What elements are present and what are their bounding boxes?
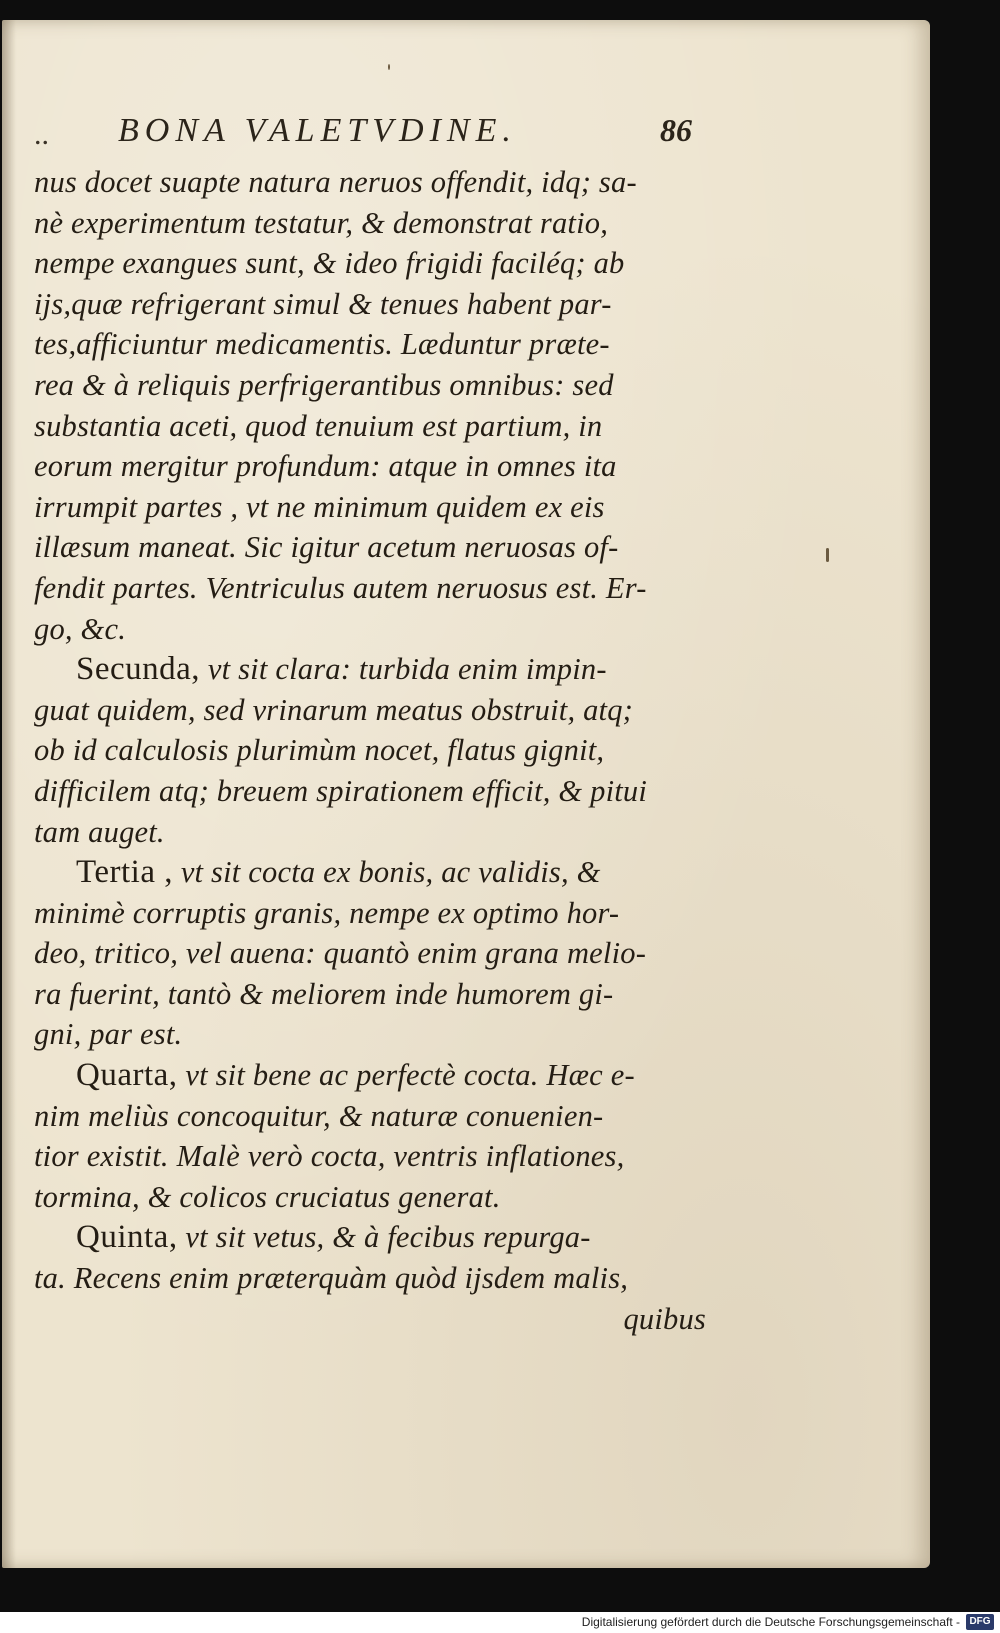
text-span: vt sit cocta ex bonis, ac validis, & — [180, 855, 601, 890]
text-span: vt sit vetus, & à fecibus repurga- — [185, 1220, 591, 1255]
paragraph-lead: Quarta, — [76, 1057, 178, 1094]
text-line — [34, 649, 706, 690]
text-line: tes,afficiuntur medicamentis. Læduntur præte- — [34, 327, 610, 362]
paragraph-quarta — [34, 1055, 706, 1217]
text-line: irrumpit partes , vt ne minimum quidem ex eis — [34, 489, 605, 524]
text-line: difficilem atq; breuem spirationem efficit, & pitui — [34, 773, 648, 808]
paragraph-quinta — [34, 1217, 706, 1298]
text-line: eorum mergitur profundum: atque in omnes ita — [34, 449, 617, 484]
text-span: vt sit clara: turbida enim impin- — [207, 652, 607, 687]
paragraph-lead: Quinta, — [76, 1219, 178, 1256]
text-line — [34, 852, 706, 893]
paper-speck — [826, 548, 829, 562]
text-line: ob id calculosis plurimùm nocet, flatus gignit, — [34, 733, 605, 768]
paragraph-secunda — [34, 649, 706, 852]
paragraph-lead: Secunda, — [76, 651, 201, 688]
text-line: ta. Recens enim præterquàm quòd ijsdem malis, — [34, 1261, 629, 1296]
text-line: nempe exangues sunt, & ideo frigidi faciléq; ab — [34, 246, 625, 281]
catchword: quibus — [623, 1301, 706, 1336]
text-line: rea & à reliquis perfrigerantibus omnibus: sed — [34, 367, 614, 402]
page-fold-shadow — [2, 20, 16, 1568]
paragraph-lead: Tertia , — [76, 854, 173, 891]
text-line: guat quidem, sed vrinarum meatus obstruit, atq; — [34, 692, 634, 727]
head-mark: .. — [34, 118, 49, 151]
paper-speck — [388, 64, 390, 70]
text-line: nim meliùs concoquitur, & naturæ conuenien- — [34, 1098, 604, 1133]
text-line: tior existit. Malè verò cocta, ventris inflationes, — [34, 1139, 625, 1174]
text-line: fendit partes. Ventriculus autem neruosus est. Er- — [34, 570, 647, 605]
text-line — [34, 1055, 706, 1096]
page-number: 86 — [660, 112, 692, 148]
text-line: deo, tritico, vel auena: quantò enim grana melio- — [34, 936, 647, 971]
text-line: nus docet suapte natura neruos offendit, idq; sa- — [34, 165, 637, 199]
paragraph-1 — [34, 162, 706, 649]
text-line: ra fuerint, tantò & meliorem inde humorem gi- — [34, 976, 614, 1011]
text-line: tam auget. — [34, 814, 165, 849]
text-line: substantia aceti, quod tenuium est partium, in — [34, 408, 603, 443]
text-span: vt sit bene ac perfectè cocta. Hæc e- — [185, 1058, 635, 1093]
dfg-logo-icon: DFG — [966, 1614, 994, 1630]
text-line: nè experimentum testatur, & demonstrat ratio, — [34, 205, 609, 240]
text-line — [34, 1217, 706, 1258]
running-head: BONA VALETVDINE. — [118, 112, 517, 149]
text-line: gni, par est. — [34, 1017, 183, 1052]
text-line: go, &c. — [34, 611, 127, 646]
text-line: minimè corruptis granis, nempe ex optimo hor- — [34, 895, 620, 930]
footer-credit: Digitalisierung gefördert durch die Deutsche Forschungsgemeinschaft - — [581, 1615, 960, 1629]
paragraph-tertia — [34, 852, 706, 1055]
digitization-footer — [0, 1612, 1000, 1633]
text-line: tormina, & colicos cruciatus generat. — [34, 1179, 501, 1214]
body-text — [34, 162, 706, 1339]
text-line: illæsum maneat. Sic igitur acetum neruosas of- — [34, 530, 619, 565]
text-line: ijs,quæ refrigerant simul & tenues habent par- — [34, 286, 612, 321]
